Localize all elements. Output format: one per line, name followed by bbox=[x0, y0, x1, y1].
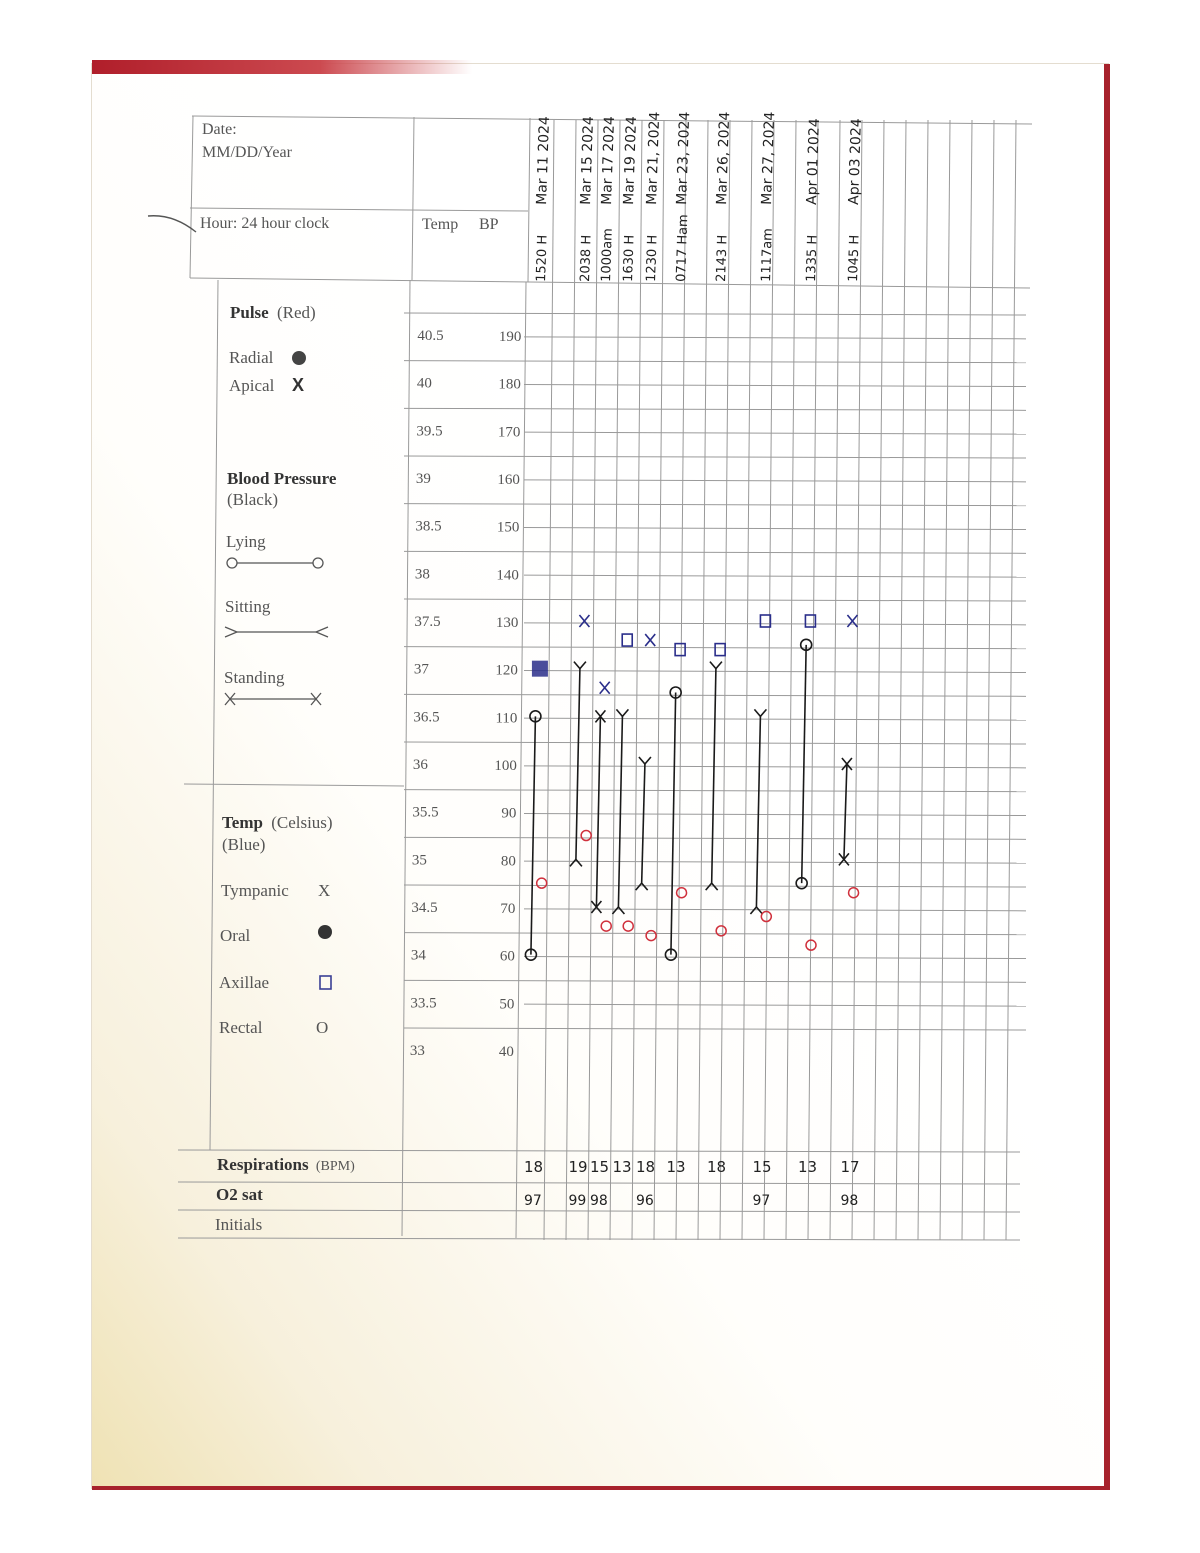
bp-line bbox=[844, 764, 847, 859]
entry-hour: 1230 H bbox=[644, 234, 661, 283]
temp-scale-label: 34 bbox=[410, 947, 426, 964]
temp-scale-label: 36.5 bbox=[413, 709, 440, 726]
respiration-value: 18 bbox=[636, 1158, 656, 1176]
entry-column-headers bbox=[534, 111, 865, 282]
bp-sitting-mark bbox=[616, 709, 628, 716]
temp-axillae-mark bbox=[675, 644, 685, 656]
bp-scale-label: 180 bbox=[498, 376, 521, 393]
entry-date: Mar 15 2024 bbox=[578, 115, 598, 206]
bp-line bbox=[671, 693, 676, 955]
bp-line bbox=[596, 716, 600, 907]
bp-line bbox=[576, 669, 580, 860]
bp-scale-label: 50 bbox=[499, 996, 515, 1013]
temp-column-header: Temp bbox=[422, 216, 459, 233]
entry-date: Apr 01 2024 bbox=[804, 118, 824, 206]
entry-date: Mar 27, 2024 bbox=[759, 111, 779, 206]
entry-date: Mar 26, 2024 bbox=[714, 111, 734, 206]
o2-sat-value: 96 bbox=[636, 1193, 654, 1209]
temp-scale-label: 40.5 bbox=[417, 328, 444, 344]
bp-scale-label: 40 bbox=[498, 1044, 514, 1060]
bp-scale-label: 140 bbox=[496, 567, 519, 584]
bp-sitting-mark bbox=[754, 709, 766, 716]
oral-dot-icon bbox=[318, 925, 332, 939]
pulse-radial-mark bbox=[537, 878, 547, 888]
bp-line bbox=[531, 716, 536, 954]
temp-oral-mark bbox=[532, 661, 548, 677]
bp-line bbox=[642, 764, 645, 883]
entry-date: Mar 11 2024 bbox=[534, 115, 554, 206]
entry-hour: 2143 H bbox=[714, 234, 731, 283]
entry-hour: 1117am bbox=[759, 227, 776, 283]
bp-line bbox=[712, 669, 716, 884]
bp-line bbox=[756, 716, 760, 907]
pulse-radial-mark bbox=[677, 888, 687, 898]
entry-date: Mar 19 2024 bbox=[621, 115, 641, 206]
temp-scale-label: 39 bbox=[415, 471, 431, 487]
date-label: Date: bbox=[202, 121, 237, 138]
o2-sat-label: O2 sat bbox=[216, 1185, 263, 1204]
temp-scale-label: 34.5 bbox=[411, 900, 438, 916]
vital-signs-marks bbox=[525, 615, 858, 960]
entry-hour: 1630 H bbox=[621, 234, 638, 283]
bp-scale-label: 100 bbox=[494, 758, 517, 774]
temp-scale-label: 33 bbox=[409, 1043, 425, 1059]
temp-tympanic-mark bbox=[645, 634, 655, 646]
temp-tympanic-mark bbox=[847, 615, 857, 627]
bp-sitting-mark bbox=[612, 907, 624, 914]
pulse-radial-mark bbox=[646, 931, 656, 941]
bp-legend-title: Blood Pressure bbox=[227, 469, 337, 488]
temp-scale-label: 36 bbox=[412, 757, 428, 773]
entry-hour: 1335 H bbox=[804, 234, 821, 283]
temp-scale-label: 33.5 bbox=[410, 995, 437, 1012]
bp-sitting-mark bbox=[710, 662, 722, 669]
bp-scale-label: 170 bbox=[497, 424, 521, 441]
bp-scale-label: 90 bbox=[501, 805, 517, 822]
standing-label: Standing bbox=[224, 668, 285, 687]
entry-hour: 1000am bbox=[599, 227, 616, 283]
temp-tympanic-mark bbox=[579, 615, 589, 627]
rectal-label: Rectal bbox=[219, 1018, 263, 1037]
bp-scale-label: 190 bbox=[498, 329, 522, 345]
o2-sat-value: 97 bbox=[524, 1193, 542, 1209]
entry-hour: 1045 H bbox=[846, 234, 863, 283]
respiration-value: 15 bbox=[752, 1158, 772, 1176]
pulse-radial-mark bbox=[581, 831, 591, 841]
temp-scale-label: 39.5 bbox=[416, 423, 443, 440]
entry-date: Apr 03 2024 bbox=[846, 118, 866, 206]
temp-scale-label: 35.5 bbox=[412, 804, 439, 821]
respiration-value: 13 bbox=[612, 1158, 632, 1176]
bp-sitting-mark bbox=[570, 859, 582, 866]
temp-axillae-mark bbox=[760, 615, 770, 627]
bp-sitting-mark bbox=[574, 662, 586, 669]
hour-label: Hour: 24 hour clock bbox=[200, 215, 330, 232]
bp-line bbox=[802, 645, 807, 883]
respiration-value: 19 bbox=[568, 1158, 588, 1176]
o2-sat-value: 99 bbox=[568, 1193, 587, 1209]
chart-grid bbox=[178, 116, 1032, 1240]
sitting-symbol-icon bbox=[225, 627, 328, 637]
date-format-label: MM/DD/Year bbox=[202, 144, 292, 161]
temp-scale-label: 38 bbox=[414, 566, 430, 583]
entry-hour: 0717 Ham bbox=[674, 214, 692, 283]
o2-sat-value: 98 bbox=[840, 1193, 859, 1209]
axillae-label: Axillae bbox=[219, 973, 270, 992]
temp-scale-label: 40 bbox=[416, 375, 432, 392]
temp-scale-label: 38.5 bbox=[415, 518, 442, 535]
bp-scale-label: 70 bbox=[500, 901, 516, 917]
temp-scale-label: 35 bbox=[411, 852, 427, 869]
entry-hour: 1520 H bbox=[534, 234, 551, 283]
pulse-radial-mark bbox=[716, 926, 726, 936]
bp-scale-label: 110 bbox=[495, 710, 518, 727]
bp-scale-label: 60 bbox=[499, 948, 515, 965]
tympanic-label: Tympanic bbox=[221, 881, 289, 900]
bp-column-header: BP bbox=[479, 216, 499, 233]
bp-sitting-mark bbox=[639, 757, 651, 764]
tympanic-x-icon: X bbox=[318, 881, 331, 900]
bp-line bbox=[618, 716, 622, 907]
respiration-value: 13 bbox=[666, 1158, 686, 1176]
entry-date: Mar 23, 2024 bbox=[674, 111, 694, 206]
temp-axillae-mark bbox=[622, 634, 632, 646]
bp-scale-label: 160 bbox=[497, 472, 520, 488]
entry-date: Mar 21, 2024 bbox=[644, 111, 664, 206]
apical-x-icon: X bbox=[292, 375, 305, 395]
bp-scale-label: 130 bbox=[495, 615, 519, 631]
rectal-o-icon: O bbox=[316, 1018, 329, 1037]
respiration-value: 18 bbox=[707, 1158, 727, 1176]
temp-tympanic-mark bbox=[600, 682, 610, 694]
temp-scale-label: 37 bbox=[413, 661, 429, 678]
axillae-square-icon bbox=[320, 976, 331, 989]
o2-sat-value: 98 bbox=[590, 1193, 608, 1209]
radial-label: Radial bbox=[229, 348, 274, 367]
pulse-radial-mark bbox=[623, 921, 633, 931]
pen-stroke-mark bbox=[148, 216, 196, 232]
standing-symbol-icon bbox=[225, 693, 321, 705]
bp-scale-label: 80 bbox=[500, 853, 516, 870]
sitting-label: Sitting bbox=[225, 597, 271, 616]
apical-label: Apical bbox=[229, 376, 275, 395]
temp-legend-title: Temp (Celsius) bbox=[222, 813, 333, 832]
bp-scale-label: 150 bbox=[496, 519, 520, 536]
bp-sitting-mark bbox=[706, 883, 718, 890]
respirations-label: Respirations (BPM) bbox=[217, 1155, 355, 1174]
respiration-value: 17 bbox=[840, 1158, 860, 1176]
entry-date: Mar 17 2024 bbox=[599, 115, 619, 206]
bp-sitting-mark bbox=[750, 907, 762, 914]
respiration-value: 18 bbox=[524, 1158, 544, 1176]
o2-sat-value: 97 bbox=[752, 1193, 771, 1209]
entry-hour: 2038 H bbox=[578, 234, 595, 283]
pulse-radial-mark bbox=[849, 888, 859, 898]
respiration-value: 13 bbox=[798, 1158, 818, 1176]
lying-symbol-icon bbox=[227, 558, 323, 568]
temp-scale-label: 37.5 bbox=[414, 614, 441, 630]
pulse-legend-title: Pulse (Red) bbox=[230, 303, 316, 322]
oral-label: Oral bbox=[220, 926, 251, 945]
bp-legend-color: (Black) bbox=[227, 490, 278, 509]
respiration-value: 15 bbox=[590, 1158, 610, 1176]
bp-scale-label: 120 bbox=[495, 662, 518, 679]
bp-sitting-mark bbox=[636, 883, 648, 890]
temp-legend-color: (Blue) bbox=[222, 835, 266, 854]
pulse-radial-mark bbox=[761, 912, 771, 922]
radial-dot-icon bbox=[292, 351, 306, 365]
pulse-radial-mark bbox=[601, 921, 611, 931]
temp-axillae-mark bbox=[715, 644, 725, 656]
initials-label: Initials bbox=[215, 1215, 263, 1234]
lying-label: Lying bbox=[226, 532, 266, 551]
